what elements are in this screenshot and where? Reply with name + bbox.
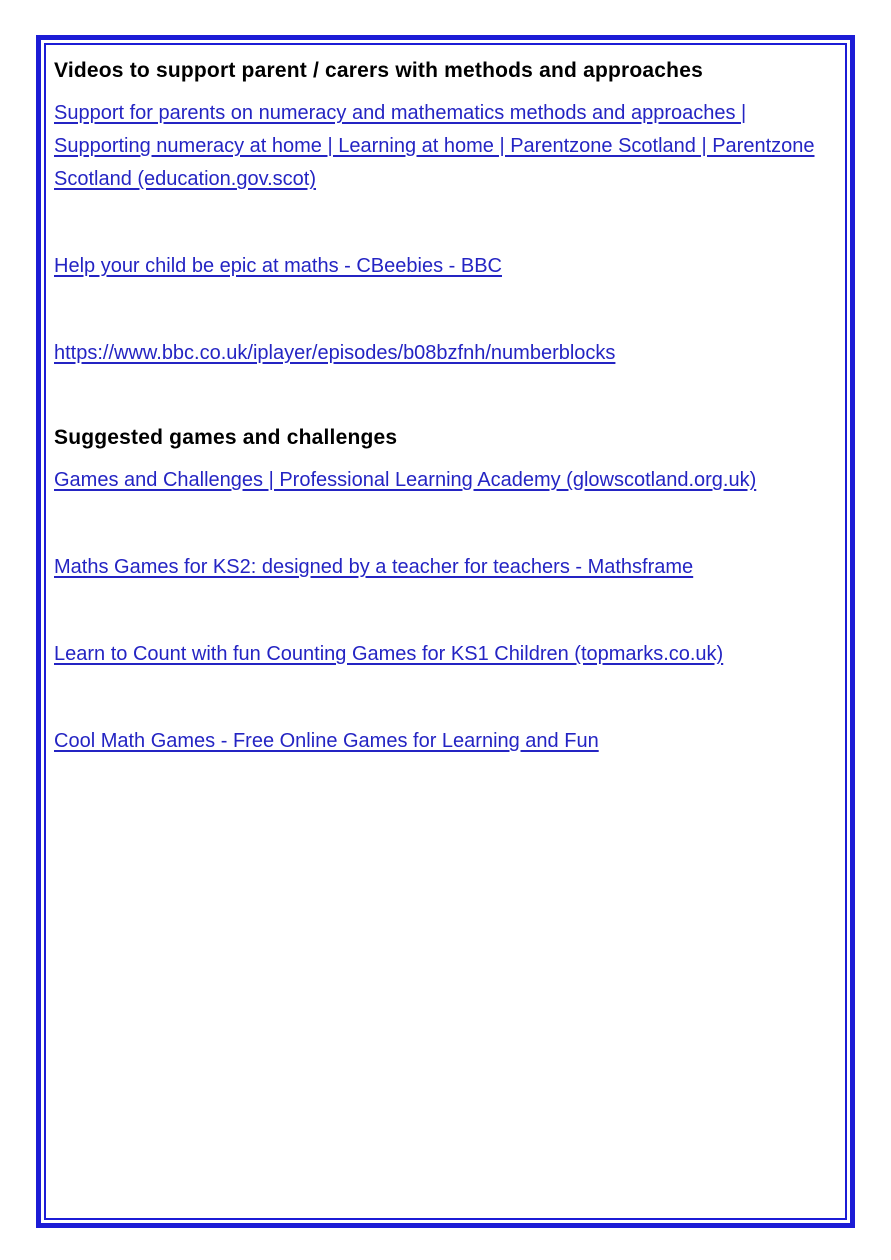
paragraph	[54, 638, 828, 671]
link-bbc-iplayer-numberblocks-url[interactable]: https://www.bbc.co.uk/iplayer/episodes/b08bzfnh/numberblocks	[54, 342, 616, 364]
link-topmarks-ks1-counting-games[interactable]: Learn to Count with fun Counting Games for KS1 Children (topmarks.co.uk)	[54, 643, 724, 665]
heading-suggested-games: Suggested games and challenges	[54, 426, 398, 449]
paragraph	[54, 337, 828, 370]
heading-videos-support: Videos to support parent / carers with methods and approaches	[54, 59, 703, 82]
document-content	[46, 45, 845, 1218]
paragraph	[54, 97, 828, 196]
paragraph	[54, 551, 828, 584]
link-cool-math-games[interactable]: Cool Math Games - Free Online Games for Learning and Fun	[54, 730, 599, 752]
page-border	[36, 35, 855, 1228]
link-glowscotland-games-challenges[interactable]: Games and Challenges | Professional Learning Academy (glowscotland.org.uk)	[54, 469, 757, 491]
link-cbeebies-epic-at-maths[interactable]: Help your child be epic at maths - CBeebies - BBC	[54, 255, 502, 277]
page-inner-border	[44, 43, 847, 1220]
paragraph	[54, 250, 828, 283]
link-mathsframe-ks2-games[interactable]: Maths Games for KS2: designed by a teacher for teachers - Mathsframe	[54, 556, 694, 578]
paragraph	[54, 725, 828, 758]
link-parentzone-scotland-support[interactable]: Support for parents on numeracy and mathematics methods and approaches | Supporting numeracy at home | Learning at home | Parentzone Scotland | Parentzone Scotland (education.gov.scot)	[54, 102, 815, 190]
paragraph	[54, 464, 828, 497]
